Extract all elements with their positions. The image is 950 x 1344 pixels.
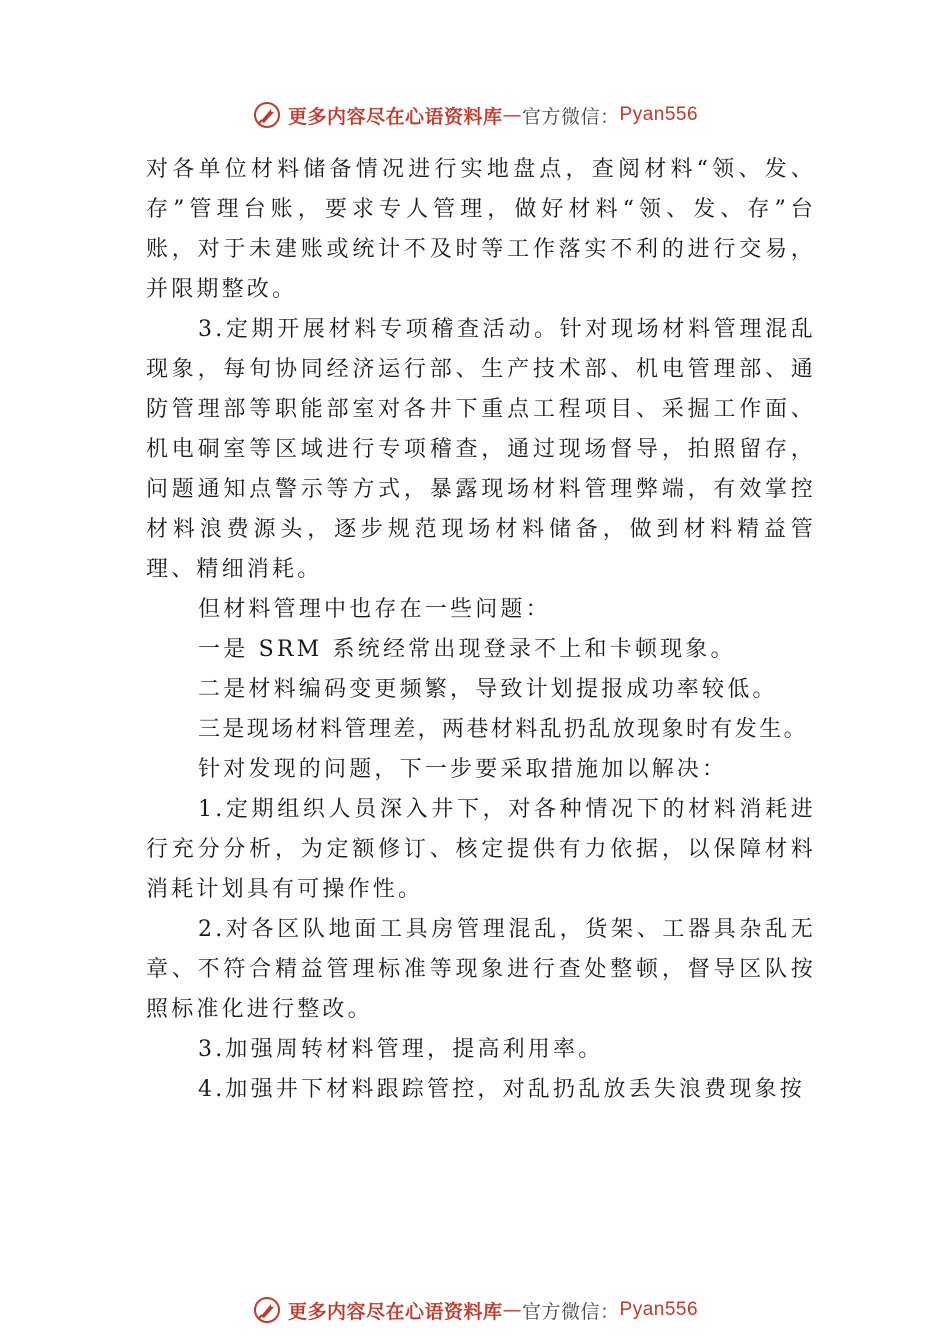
footer-banner [0,1290,950,1330]
banner-separator: — [502,1299,522,1321]
document-body [146,150,816,1110]
banner-wechat-id: Pyan556 [619,104,699,125]
paragraph: 1.定期组织人员深入井下，对各种情况下的材料消耗进行充分分析，为定额修订、核定提供有力依据，以保障材料消耗计划具有可操作性。 [146,797,816,902]
paragraph: 2.对各区队地面工具房管理混乱，货架、工器具杂乱无章、不符合精益管理标准等现象进行查处整顿，督导区队按照标准化进行整改。 [146,917,816,1022]
banner-colon: ： [600,105,620,128]
paragraph: 二是材料编码变更频繁，导致计划提报成功率较低。 [198,677,778,702]
paragraph: 3.加强周转材料管理，提高利用率。 [198,1037,604,1062]
banner-official-label: 官方微信 [521,1300,600,1323]
banner-colon: ： [600,1300,620,1323]
paragraph: 一是 SRM 系统经常出现登录不上和卡顿现象。 [198,637,736,662]
pen-nib-seal-icon [252,100,282,130]
paragraph: 三是现场材料管理差，两巷材料乱扔乱放现象时有发生。 [198,717,809,742]
banner-official-label: 官方微信 [521,105,600,128]
pen-nib-seal-icon [252,1295,282,1325]
paragraph: 针对发现的问题，下一步要采取措施加以解决： [198,757,728,782]
banner-separator: — [502,104,522,126]
banner-wechat-id: Pyan556 [619,1299,699,1320]
header-banner [0,95,950,135]
paragraph: 3.定期开展材料专项稽查活动。针对现场材料管理混乱现象，每旬协同经济运行部、生产技术部、机电管理部、通防管理部等职能部室对各井下重点工程项目、采掘工作面、 机电硐室等区域进行专项稽查，通过现场督导，拍照留存， 问题通知点警示等方式，暴露现场材料管理弊端，有效掌控材料浪费源头，逐步规范现场材料储备，做到材料精益管理、精细消耗。 [146,317,816,582]
banner-brand: 更多内容尽在心语资料库 [287,105,503,128]
banner-brand: 更多内容尽在心语资料库 [287,1300,503,1323]
paragraph: 但材料管理中也存在一些问题： [198,597,551,622]
paragraph: 对各单位材料储备情况进行实地盘点，查阅材料“领、发、存”管理台账，要求专人管理，做好材料“领、发、存”台账，对于未建账或统计不及时等工作落实不利的进行交易，并限期整改。 [146,157,816,302]
paragraph: 4.加强井下材料跟踪管控，对乱扔乱放丢失浪费现象按 [198,1077,805,1102]
